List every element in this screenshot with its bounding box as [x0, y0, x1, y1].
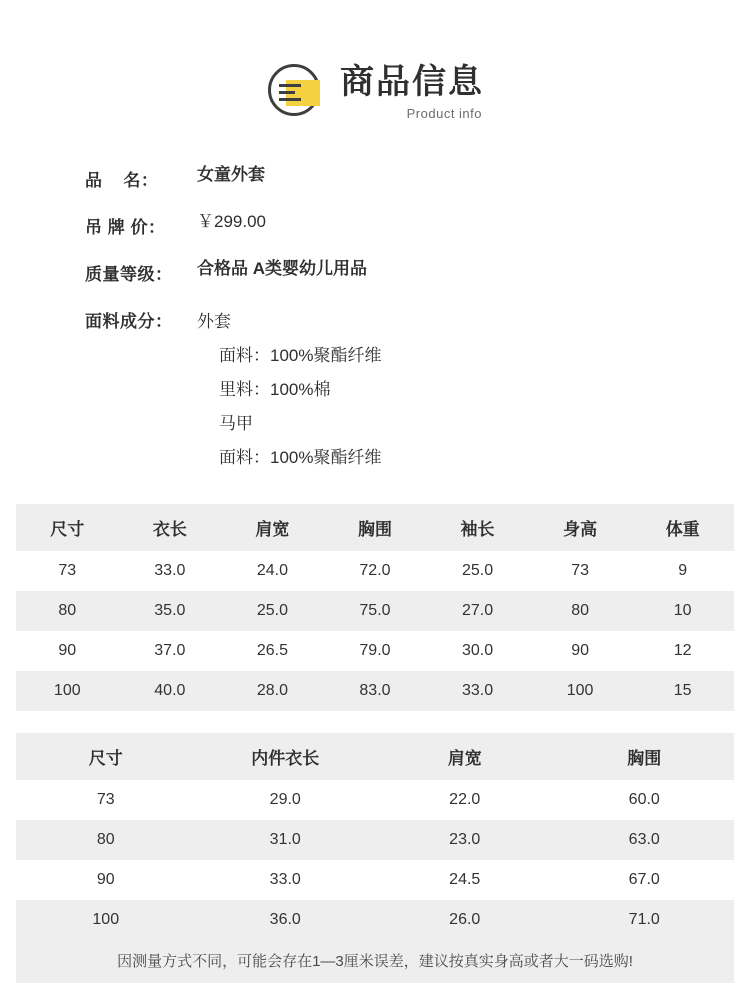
table-cell: 29.0 [269, 791, 301, 808]
info-value: ￥299.00 [197, 212, 266, 231]
table-cell: 80 [58, 602, 77, 619]
table-cell: 22.0 [449, 791, 481, 808]
table-cell: 24.5 [449, 871, 481, 888]
table-cell: 71.0 [628, 911, 660, 928]
table-header-cell: 内件衣长 [251, 749, 320, 768]
table-cell: 26.5 [256, 642, 288, 659]
table-header-cell: 肩宽 [447, 749, 482, 768]
table-cell: 90 [96, 871, 115, 888]
table-cell: 30.0 [461, 642, 494, 659]
table-cell: 28.0 [256, 682, 288, 699]
table-cell: 83.0 [359, 682, 391, 699]
product-info-list [85, 166, 750, 468]
table-header-row [16, 733, 734, 780]
page-title: 商品信息 [340, 62, 484, 101]
fabric-line: 里料：100%棉 [219, 380, 331, 399]
table-cell: 72.0 [359, 562, 391, 579]
table-cell: 26.0 [449, 911, 481, 928]
page-header [0, 0, 750, 122]
table-header-cell: 胸围 [627, 749, 662, 768]
info-row-price [85, 213, 750, 238]
table-row [16, 671, 734, 711]
fabric-line: 马甲 [219, 414, 253, 433]
table-header-cell: 尺寸 [50, 520, 85, 539]
table-row [16, 860, 734, 900]
info-row-name [85, 166, 750, 191]
table-row [16, 591, 734, 631]
table-cell: 37.0 [154, 642, 186, 659]
table-header-cell: 身高 [563, 520, 598, 539]
table-cell: 36.0 [269, 911, 301, 928]
table-cell: 35.0 [154, 602, 186, 619]
page-subtitle: Product info [406, 106, 482, 122]
table-header-cell: 衣长 [152, 520, 187, 539]
table-cell: 80 [96, 831, 115, 848]
fabric-line: 外套 [197, 312, 231, 331]
table-row [16, 900, 734, 940]
info-value: 合格品 A类婴幼儿用品 [197, 259, 367, 278]
table-cell: 9 [678, 562, 688, 579]
size-table-inner [16, 733, 734, 940]
circle-document-icon [266, 62, 326, 122]
title-block [340, 63, 484, 121]
info-row-quality [85, 260, 750, 285]
table-cell: 75.0 [359, 602, 391, 619]
table-cell: 33.0 [269, 871, 301, 888]
fabric-line: 面料：100%聚酯纤维 [219, 448, 382, 467]
table-header-cell: 肩宽 [255, 520, 290, 539]
table-header-cell: 尺寸 [88, 749, 123, 768]
table-cell: 25.0 [461, 562, 494, 579]
table-header-cell: 胸围 [357, 520, 392, 539]
table-cell: 24.0 [256, 562, 288, 579]
table-row [16, 820, 734, 860]
table-cell: 80 [571, 602, 589, 619]
info-label: 吊 牌 价： [85, 218, 166, 237]
fabric-composition-lines [197, 307, 381, 468]
info-value: 女童外套 [197, 165, 265, 184]
measurement-note: 因测量方式不同，可能会存在1—3厘米误差，建议按真实身高或者大一码选购! [16, 940, 734, 983]
table-row [16, 631, 734, 671]
table-cell: 25.0 [256, 602, 288, 619]
table-row [16, 780, 734, 820]
table-cell: 33.0 [154, 562, 186, 579]
table-cell: 15 [673, 682, 692, 699]
info-row-fabric [85, 307, 750, 468]
table-cell: 100 [566, 682, 594, 699]
table-cell: 67.0 [628, 871, 660, 888]
table-cell: 33.0 [461, 682, 494, 699]
table-cell: 31.0 [269, 831, 301, 848]
fabric-line: 面料：100%聚酯纤维 [219, 346, 382, 365]
table-cell: 90 [58, 642, 77, 659]
table-cell: 60.0 [628, 791, 660, 808]
info-label: 品 名： [85, 171, 159, 190]
table-cell: 79.0 [359, 642, 391, 659]
table-cell: 23.0 [449, 831, 481, 848]
size-table-outer [16, 504, 734, 711]
table-cell: 100 [92, 911, 120, 928]
table-header-cell: 体重 [665, 520, 700, 539]
table-cell: 73 [96, 791, 115, 808]
table-cell: 40.0 [154, 682, 186, 699]
table-row [16, 551, 734, 591]
table-cell: 73 [571, 562, 589, 579]
table-header-row [16, 504, 734, 551]
info-label: 面料成分： [85, 312, 173, 331]
table-cell: 63.0 [628, 831, 660, 848]
table-header-cell: 袖长 [460, 520, 495, 539]
table-cell: 73 [58, 562, 77, 579]
info-label: 质量等级： [85, 265, 173, 284]
table-cell: 90 [571, 642, 589, 659]
table-cell: 12 [673, 642, 692, 659]
table-cell: 100 [53, 682, 81, 699]
table-cell: 27.0 [461, 602, 494, 619]
table-cell: 10 [673, 602, 692, 619]
